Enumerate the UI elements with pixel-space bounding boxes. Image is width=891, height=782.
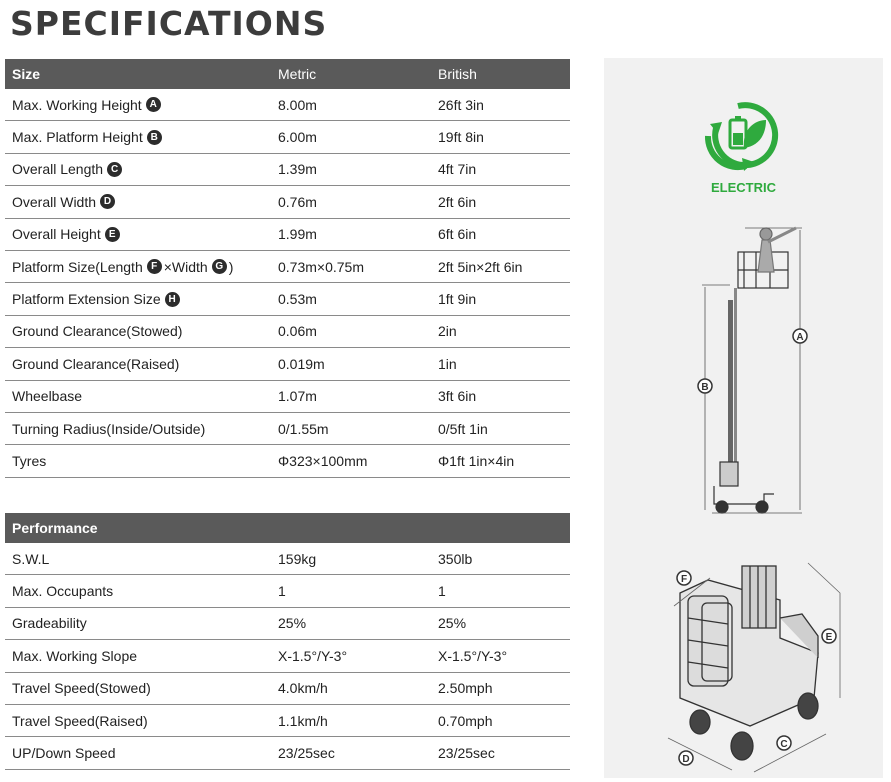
side-view-diagram [702, 228, 802, 513]
british-value: 2ft 5in×2ft 6in [438, 258, 523, 275]
metric-value: X-1.5°/Y-3° [278, 647, 348, 664]
row-label: Max. Occupants [12, 583, 114, 600]
british-value: 1ft 9in [438, 291, 477, 308]
header-performance: Performance [12, 520, 98, 536]
size-table [5, 59, 570, 478]
british-value: 0.70mph [438, 712, 493, 729]
british-value: 350lb [438, 550, 473, 567]
table-row [5, 348, 570, 380]
svg-text:E: E [825, 632, 833, 643]
dimension-badge: H [165, 292, 180, 307]
table-row [5, 186, 570, 218]
row-label: Max. Working Height A [5, 97, 278, 113]
british-value: 25% [438, 615, 467, 632]
british-value: 2.50mph [438, 680, 493, 697]
table-row [5, 283, 570, 315]
table-row [5, 673, 570, 705]
british-value: 2in [438, 323, 457, 340]
table-row [5, 640, 570, 672]
row-label: Turning Radius(Inside/Outside) [12, 420, 206, 437]
header-size: Size [12, 66, 41, 82]
row-label: Ground Clearance(Raised) [12, 355, 180, 372]
dimension-badge: B [147, 130, 162, 145]
table-row [5, 543, 570, 575]
electric-logo-icon [708, 105, 775, 171]
row-label: Max. Working Slope [12, 647, 138, 664]
svg-text:F: F [680, 574, 688, 585]
diagram-badge-d [679, 751, 693, 765]
row-label: Travel Speed(Stowed) [12, 680, 151, 697]
header-metric: Metric [278, 66, 317, 82]
metric-value: 8.00m [278, 96, 317, 113]
table-row [5, 705, 570, 737]
metric-value: 1.39m [278, 161, 317, 178]
svg-text:D: D [682, 754, 690, 765]
size-table-header [5, 59, 570, 89]
table-row [5, 445, 570, 477]
isometric-diagram [668, 563, 840, 772]
row-label: Max. Platform Height B [5, 129, 278, 145]
metric-value: 4.0km/h [278, 680, 328, 697]
dimension-badge: G [212, 259, 227, 274]
metric-value: 0.53m [278, 291, 317, 308]
row-label: S.W.L [12, 550, 50, 567]
table-row [5, 121, 570, 153]
page-title: SPECIFICATIONS [10, 4, 328, 43]
dimension-badge: A [146, 97, 161, 112]
table-row [5, 575, 570, 607]
dimension-badge: D [100, 194, 115, 209]
table-row [5, 608, 570, 640]
british-value: 2ft 6in [438, 193, 477, 210]
performance-table-header [5, 513, 570, 543]
table-row [5, 316, 570, 348]
svg-text:B: B [701, 382, 709, 393]
british-value: 23/25sec [438, 745, 495, 762]
table-row [5, 413, 570, 445]
dimension-badge: C [107, 162, 122, 177]
metric-value: 0/1.55m [278, 420, 329, 437]
metric-value: 0.019m [278, 355, 325, 372]
dimension-badge: F [147, 259, 162, 274]
british-value: 26ft 3in [438, 96, 484, 113]
row-label: Platform Extension Size H [5, 291, 278, 307]
row-label: Wheelbase [12, 388, 83, 405]
header-british: British [438, 66, 477, 82]
british-value: 1 [438, 583, 446, 600]
row-label: Overall Length C [5, 161, 278, 177]
row-label: Ground Clearance(Stowed) [12, 323, 183, 340]
metric-value: 159kg [278, 550, 317, 567]
table-row [5, 251, 570, 283]
metric-value: 0.76m [278, 193, 317, 210]
row-label: Tyres [12, 452, 47, 469]
british-value: 4ft 7in [438, 161, 477, 178]
row-label: Overall Width D [5, 194, 278, 210]
dimension-badge: E [105, 227, 120, 242]
diagram-badge-b [698, 379, 712, 393]
metric-value: 1.99m [278, 226, 317, 243]
svg-text:A: A [796, 332, 804, 343]
row-label: Travel Speed(Raised) [12, 712, 148, 729]
row-label: Overall Height E [5, 226, 278, 242]
electric-label: ELECTRIC [711, 180, 776, 195]
diagram-badge-e [822, 629, 836, 643]
metric-value: Φ323×100mm [278, 452, 368, 469]
metric-value: 0.73m×0.75m [278, 258, 364, 275]
electric-logo [604, 58, 883, 778]
row-label: Platform Size(Length F ×Width G ) [12, 258, 234, 275]
illustration-panel [604, 58, 883, 778]
table-row [5, 737, 570, 769]
metric-value: 6.00m [278, 129, 317, 146]
row-label: UP/Down Speed [12, 745, 116, 762]
british-value: Φ1ft 1in×4in [438, 452, 515, 469]
table-row [5, 381, 570, 413]
row-label: Gradeability [12, 615, 87, 632]
svg-text:C: C [780, 739, 788, 750]
british-value: X-1.5°/Y-3° [438, 647, 508, 664]
diagram-badge-f [677, 571, 691, 585]
table-row [5, 154, 570, 186]
metric-value: 1.1km/h [278, 712, 328, 729]
british-value: 1in [438, 355, 457, 372]
metric-value: 0.06m [278, 323, 317, 340]
metric-value: 23/25sec [278, 745, 335, 762]
metric-value: 1 [278, 583, 286, 600]
diagram-badge-a [793, 329, 807, 343]
metric-value: 25% [278, 615, 307, 632]
british-value: 6ft 6in [438, 226, 477, 243]
metric-value: 1.07m [278, 388, 317, 405]
table-row [5, 89, 570, 121]
table-row [5, 219, 570, 251]
performance-table [5, 513, 570, 770]
british-value: 0/5ft 1in [438, 420, 488, 437]
british-value: 19ft 8in [438, 129, 484, 146]
diagram-badge-c [777, 736, 791, 750]
british-value: 3ft 6in [438, 388, 477, 405]
